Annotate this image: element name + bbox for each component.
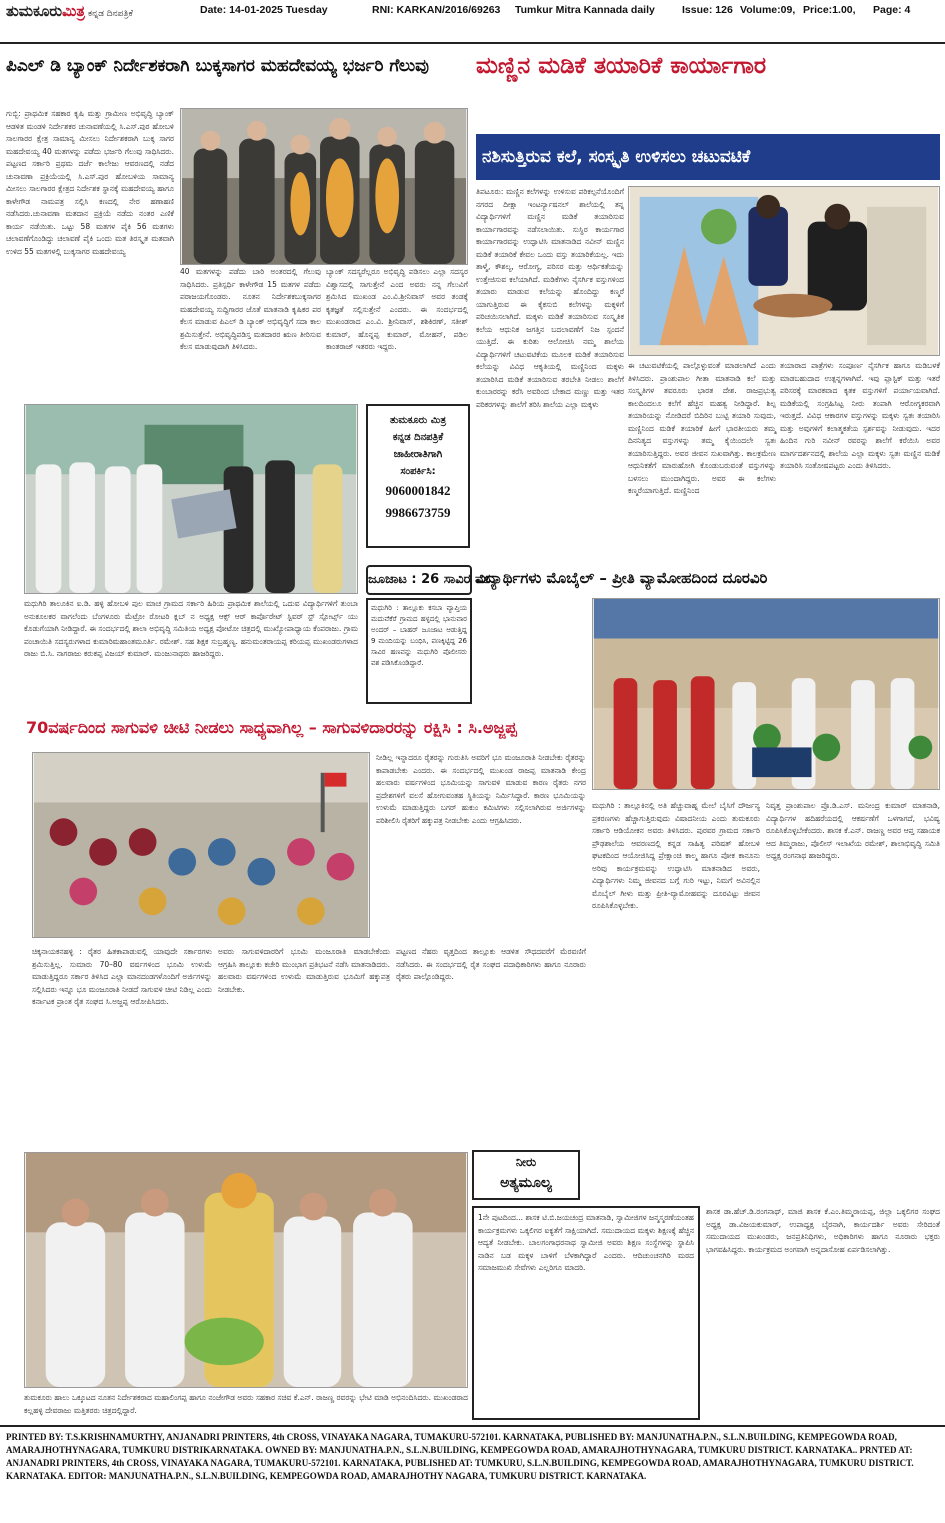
story7-caption: ತುಮಕೂರು ಹಾಲು ಒಕ್ಕೂಟದ ನೂತನ ನಿರ್ದೇಶಕರಾದ ಮಹಾಲಿಂಗಪ್ಪ ಹಾಗೂ ನಂಜೇಗೌಡ ಅವರು ಸಹಕಾರ ಸಚಿವ ಕೆ.ಎನ್. ರಾಜಣ್ಣ ರವರನ್ನು ಭೇಟಿ ಮಾಡಿ ಅಭಿನಂದಿಸಿದರು. ಮುಖಂಡರಾದ ಕಲ್ಲಹಳ್ಳಿ ದೇವರಾಜು ಮತ್ತಿತರರು ಚಿತ್ರದಲ್ಲಿದ್ದಾರೆ. [24, 1393, 468, 1415]
school-donation-image [25, 405, 357, 593]
logo-subtitle: ಕನ್ನಡ ದಿನಪತ್ರಿಕೆ [87, 9, 133, 19]
story5-col1: ಮಧುಗಿರಿ : ತಾಲ್ಲೂಕಿನಲ್ಲಿ ಅತಿ ಹೆಚ್ಚುವಾಹ್ನ ಮೇಲೆ ಬೈಸಿಗೆ ದೌರ್ಜನ್ಯ ಪ್ರಕರಣಗಳು ಹೆಚ್ಚಾಗುತ್ತಿರುವುದು ವಿಷಾದನೀಯ ಎಂದು ತುಮಕೂರು ಸರ್ಕಾರಿ ಆಡಿಯೋಕನ ಅವರು ತಿಳಿಸಿದರು. ಪುರವರ ಗ್ರಾಮದ ಸರ್ಕಾರಿ ಪ್ರೌಢಶಾಲೆಯ ಆವರಣದಲ್ಲಿ ಕನ್ನಡ ಸಾಹಿತ್ಯ ಪರಿಷತ್ ಹೋಬಳಿ ಘಟಕದಿಂದ ಆಯೋಜಿಸಿದ್ದ ಪ್ರೇಕ್ಷಾಂಚಿ ಕಾಲ್ಮ ಹಾಗೂ ಪೋಕ ಕಾನೂನು ಅರಿವು ಕಾರ್ಯಕ್ರಮವನ್ನು ಉದ್ಘಾಟಿಸಿ ಮಾತನಾಡಿದ ಅವರು, ವಿದ್ಯಾರ್ಥಿಗಳು ನಿಮ್ಮ ಜೀವನದ ಬಗ್ಗೆ ಗುರಿ ಇಟ್ಟು, ನಿಮಗೆ ಅವಿನಲ್ಲಿನ ಮೊಬೈಲ್ ಗೀಳು ಮತ್ತು ಪ್ರೀತಿ-ವ್ಯಾಮೋಹವನ್ನು ದೂರವಿಟ್ಟು ಜೀವನ ರೂಪಿಸಿಕೊಳ್ಳಬೇಕು. [592, 801, 760, 910]
rni-number: RNI: KARKAN/2016/69263 [372, 4, 501, 16]
story6-col-right: ನೀಡಿಲ್ಲ ಇನ್ನಾದರೂ ರೈತರನ್ನು ಗುರುತಿಸಿ ಅವರಿಗೆ ಭೂ ಮಂಜೂರಾತಿ ನೀಡಬೇಕು ರೈತರನ್ನು ಕಾಪಾಡಬೇಕು ಎಂದರು. ಈ ಸಂದರ್ಭದಲ್ಲಿ ಮುಖಂಡ ರಾಜಪ್ಪ ಮಾತನಾಡಿ ಕೇಂದ್ರ ಹಲವಾರು ವರ್ಷಗಳಿಂದ ಭೂಮಿಯನ್ನು ಸಾಗುವಳಿ ಮಾಡುವ ಕಾರಣ ರೈತರು ನಗರ ಪ್ರದೇಶಗಳಿಗೆ ವಲಸೆ ಹೋಗುವಂತಹ ಸ್ಥಿತಿಯನ್ನು ನಿರ್ಮಿಸಿದ್ದಾರೆ. ಕಾರಣ ಭೂಮಿಯನ್ನು ಉಳುಮೆ ಮಾಡುತ್ತಿದ್ದರು ಬಗರ್ ಹುಕುಂ ಕಮಿಟಿಗಳು ಸಲ್ಲಿಸಲಾಗಿರುವ ಅರ್ಜಿಗಳನ್ನು ಪರಿಶೀಲಿಸಿ ರೈತರಿಗೆ ಹಕ್ಕುಪತ್ರ ನೀಡಬೇಕು ಎಂದು ಆಗ್ರಹಿಸಿದರು. [376, 753, 586, 825]
school-function-image [593, 599, 939, 789]
felicitation-image [25, 1153, 467, 1387]
logo-main: ತುಮಕೂರು [6, 2, 63, 20]
ad-phone2: 9986673759 [385, 505, 451, 520]
story1-headline: ಪಿಎಲ್ ಡಿ ಬ್ಯಾಂಕ್ ನಿರ್ದೇಶಕರಾಗಿ ಬುಕ್ಕಸಾಗರ ಮಹದೇವಯ್ಯ ಭರ್ಜರಿ ಗೆಲುವು [6, 56, 429, 76]
ad-line4: ಸಂಪರ್ಕಿಸಿ: [400, 466, 436, 477]
paper-name: Tumkur Mitra Kannada daily [515, 4, 655, 16]
story2-subhead: ನಶಿಸುತ್ತಿರುವ ಕಲೆ, ಸಂಸ್ಕೃತಿ ಉಳಿಸಲು ಚಟುವಟಿಕೆ [476, 134, 940, 180]
advertisement-contact-box [366, 404, 470, 548]
water-precious-box [472, 1150, 580, 1200]
story1-col2: 40 ಮತಗಳನ್ನು ಪಡೆದು ಬಾರಿ ಅಂತರದಲ್ಲಿ ಗೆಲುವು ಸಾಧಿಸಿದರು. ಪ್ರತಿಸ್ಪರ್ಧಿ ಕಾಳೇಗೌಡ 15 ಮತಗಳ ಪಡೆದು ಪರಾಜಯಗೊಂಡರು. ನೂತನ ನಿರ್ದೇಶಕಬುಕ್ಕಸಾಗರ ಮಹದೇವಯ್ಯ ಸುದ್ದಿಗಾರರ ಜೊತೆ ಮಾತನಾಡಿ ಕೃಷಿಕರ ಪರ ಕೆಲಸ ಮಾಡುವ ಪಿಎಲ್ ಡಿ ಬ್ಯಾಂಕ್ ಅಭಿವೃದ್ಧಿಗೆ ಸದಾ ಕಾಲ ಶ್ರಮಿಸುತ್ತೇನೆ. ಅಭಿವೃದ್ಧಿಪಡಿಸ್ತ ಮತದಾರರ ಋಣ ತೀರಿಸುವ ಕೆಲಸ ಮಾಡುವುದಾಗಿ ತಿಳಿಸಿದರು. [180, 267, 321, 351]
story5-col2: ನಿವೃತ್ತ ಪ್ರಾಂಶುಪಾಲ ಪ್ರೊ.ಡಿ.ಎಸ್. ಮನೀಂದ್ರ ಕುಮಾರ್ ಮಾತನಾಡಿ, ವಿದ್ಯಾರ್ಥಿಗಳ ಹದಿಹರೆಯದಲ್ಲಿ ಆಕರ್ಷಣೆಗೆ ಒಳಗಾಗದೆ, ಭವಿಷ್ಯ ರೂಪಿಸಿಕೊಳ್ಳಬೇಕೆಂದರು. ಶಾಸಕ ಕೆ.ಎನ್. ರಾಜಣ್ಣ ಅವರ ಆಪ್ತ ಸಹಾಯಕ ಆದ ತಿಮ್ಮರಾಜು, ಪೊಲೀಸ್ ಇಲಾಖೆಯ ರಮೇಶ್, ಶಾಲಾಭಿವೃದ್ಧಿ ಸಮಿತಿ ಅಧ್ಯಕ್ಷ ರಂಗನಾಥ ಹಾಜರಿದ್ದರು. [766, 801, 940, 860]
story6-col3: ಪಟ್ಟಣದ ನೆಹರು ವೃತ್ತದಿಂದ ತಾಲ್ಲೂಕು ಆಡಳಿತ ಸೌಧದವರೆಗೆ ಮೆರವಣಿಗೆ ನಡೆಸಿದರು. ಈ ಸಂದರ್ಭದಲ್ಲಿ ರೈತ ಸಂಘದ ಪದಾಧಿಕಾರಿಗಳು ಹಾಗೂ ನೂರಾರು ರೈತರು ಪಾಲ್ಗೊಂಡಿದ್ದರು. [396, 947, 586, 981]
story5-headline: ವಿದ್ಯಾರ್ಥಿಗಳು ಮೊಬೈಲ್ – ಪ್ರೀತಿ ವ್ಯಾಮೋಹದಿಂದ ದೂರವಿರಿ [476, 569, 768, 587]
price: Price:1.00, [803, 4, 856, 16]
story7-photo [24, 1152, 468, 1388]
story2-photo [628, 186, 940, 356]
volume: Volume:09, [740, 4, 796, 16]
story4-headline: ಜೂಜಾಟ : 26 ಸಾವಿರ ವಶ [366, 565, 472, 595]
story6-col1: ಚಿಕ್ಕನಾಯಕನಹಳ್ಳಿ : ರೈತರ ಹಿತಕಾಪಾಡುವಲ್ಲಿ ಯಾವುದೇ ಸರ್ಕಾರಗಳು ಶ್ರಮಿಸುತ್ತಿಲ್ಲ. ಸುಮಾರು 70–80 ವರ್ಷಗಳಿಂದ ಭೂಮಿ ಉಳುಮೆ ಮಾಡುತ್ತಿದ್ದರೂ ಸರ್ಕಾರ ತಿಳಿಸಿದ ಎಲ್ಲಾ ಮಾನದಂಡಗಳೊಂದಿಗೆ ಅರ್ಜಿಗಳನ್ನು ಸಲ್ಲಿಸಿದರು ಇನ್ನೂ ಭೂ ಮಂಜೂರಾತಿ ನೀಡದೆ ಸಾಗುವಳಿ ಚೀಟಿ ನಿಡಿಲ್ಲ ಎಂದು ಕರ್ನಾಟಕ ಪ್ರಾಂತ ರೈತ ಸಂಘದ ಸಿ.ಅಜ್ಜಪ್ಪ ಆರೋಪಿಸಿದರು. [32, 947, 212, 1006]
story6-col2: ಅವರು ಸಾಗುವಳಿದಾರರಿಗೆ ಭೂಮಿ ಮಂಜೂರಾತಿ ಮಾಡಬೇಕೆಂದು ಆಗ್ರಹಿಸಿ ತಾಲ್ಲೂಕು ಕಚೇರಿ ಮುಂಭಾಗ ಪ್ರತಿಭಟನೆ ನಡೆಸಿ ಮಾತನಾಡಿದರು. ಹಲವಾರು ವರ್ಷಗಳಿಂದ ಉಳುಮೆ ಮಾಡುತ್ತಿರುವ ಭೂಮಿಗೆ ಹಕ್ಕುಪತ್ರ ನೀಡಬೇಕು. [218, 947, 390, 994]
logo-accent: ಮಿತ್ರ [62, 2, 85, 20]
ad-line2: ಕನ್ನಡ ದಿನಪತ್ರಿಕೆ [392, 432, 444, 443]
story6-headline: 70ವರ್ಷದಿಂದ ಸಾಗುವಳಿ ಚೀಟಿ ನೀಡಲು ಸಾಧ್ಯವಾಗಿಲ್ಲ – ಸಾಗುವಳಿದಾರರನ್ನು ರಕ್ಷಿಸಿ : ಸಿ.ಅಜ್ಜಪ್ಪ [26, 718, 517, 737]
ad-line3: ಜಾಹೀರಾತಿಗಾಗಿ [393, 449, 443, 460]
printer-publisher-footer: PRINTED BY: T.S.KRISHNAMURTHY, ANJANADRI PRINTERS, 4th CROSS, VINAYAKA NAGARA, TUMAKURU-572101. KARNATAKA, PUBLISHED BY: MANJUNATHA.P.N., S.L.N.BUILDING, KEMPEGOWDA ROAD, AMARAJHOTHYNAGARA, TUMKURU DISTRIKARNATAKA. OWNED BY: MANJUNATHA.P.N., S.L.N.BUILDING, KEMPEGOWDA ROAD, AMARAJHOTHYNAGARA, TUMKURU DISTRICT. KARNATAKA.. PRNTED AT: ANJANADRI PRINTERS, 4th CROSS, VINAYAKA NAGARA, TUMAKURU-572101. KARNATAKA, PUBLISHED AT: TUMKURU, S.L.N.BUILDING, KEMPEGOWDA ROAD, AMARAJHOTHYNAGARA, TUMKURU DISTRICT. KARNATAKA. EDITOR: MANJUNATHA.P.N., S.L.N.BUILDING, KEMPEGOWDA ROAD, AMARAJHOTHY NAGARA, TUMKURU DISTRICT. KARNATAKA. [0, 1425, 945, 1523]
story1-photo [180, 108, 468, 265]
story1-col3: ಬ್ಯಾಂಕ್ ಸದಸ್ಯರೆಲ್ಲರೂ ಅಭಿವೃದ್ಧಿ ಪಡಿಸಲು ಎಲ್ಲಾ ಸದಸ್ಯರ ವಿಶ್ವಾಸದಲ್ಲಿ ಸಾಗುತ್ತೇನೆ ಎಂದ ಅವರು ನನ್ನ ಗೆಲುವಿಗೆ ಶ್ರಮಿಸಿದ ಮುಖಂಡ ಎಂ.ವಿ.ಶ್ರೀನಿವಾಸ್ ಅವರ ತಂಡಕ್ಕೆ ಕೃತಜ್ಞತೆ ಸಲ್ಲಿಸುತ್ತೇನೆ ಎಂದರು. ಈ ಸಂದರ್ಭದಲ್ಲಿ ಮುಖಂಡರಾದ ಎಂ.ವಿ. ಶ್ರೀನಿವಾಸ್, ಶಶಿಕಿರಣ್, ಸತೀಶ್ ಕುಮಾರ್, ಹೊನ್ನಪ್ಪ ಕುಮಾರ್, ಮೋಹನ್, ಪಡಿಲ ಕಾಂತರಾಜ್ ಇತರರು ಇದ್ದರು. [326, 267, 468, 351]
protest-crowd-image [33, 753, 369, 937]
issue-date: Date: 14-01-2025 Tuesday [200, 4, 328, 16]
story7-col1: 1ನೇ ಪುಟದಿಂದ... ಶಾಸಕ ಟಿ.ಬಿ.ಜಯಚಂದ್ರ ಮಾತನಾಡಿ, ಸ್ವಾಮೀಜಿಗಳ ಜನ್ಮಸ್ಮರಣೆಯಂತಹ ಕಾರ್ಯಕ್ರಮಗಳು ಒಕ್ಕಲಿಗರ ಐಕ್ಯತೆಗೆ ಸಾಕ್ಷಿಯಾಗಿದೆ. ಸಮುದಾಯದ ಮಕ್ಕಳು ಶಿಕ್ಷಣಕ್ಕೆ ಹೆಚ್ಚಿನ ಆದ್ಯತೆ ನೀಡಬೇಕು. ಬಾಲಗಂಗಾಧರನಾಥ ಸ್ವಾಮೀಜಿ ಅವರು ಶಿಕ್ಷಣ ಸಂಸ್ಥೆಗಳನ್ನು ಸ್ಥಾಪಿಸಿ ನಾಡಿನ ಬಡ ಮಕ್ಕಳ ಬಾಳಿಗೆ ಬೆಳಕಾಗಿದ್ದಾರೆ ಎಂದರು. ಆದಿಚುಂಚನಗಿರಿ ಮಠದ ಸಮಾಜಮುಖಿ ಸೇವೆಗಳು ಎಲ್ಲರಿಗೂ ಮಾದರಿ. [472, 1206, 700, 1420]
neeru-title2: ಅತ್ಯಮೂಲ್ಯ [500, 1175, 552, 1191]
story3-photo [24, 404, 358, 594]
story2-headline: ಮಣ್ಣಿನ ಮಡಿಕೆ ತಯಾರಿಕೆ ಕಾರ್ಯಾಗಾರ [476, 53, 767, 79]
masthead [0, 0, 945, 44]
newspaper-logo [6, 2, 133, 20]
story2-col3: ತಯಾರಾದ ಪಾತ್ರೆಗಳು ಸಂಪೂರ್ಣ ನೈಸರ್ಗಿಕ ಹಾಗೂ ಮಡಿಬಳಕೆ ಮಾಡಬಹುದಾದ ಉತ್ಪನ್ನಗಳಾಗಿವೆ. ಇವು ಪ್ಲಾಸ್ಟಿಕ್ ಮತ್ತು ಇತರೆ ಪರಿಸರಕ್ಕೆ ಮಾರಕವಾದ ಕೃತಕ ವಸ್ತುಗಳಿಗೆ ಪರ್ಯಾಯವಾಗಿದೆ. ಮಡಿಕೆಯಲ್ಲಿ ಸಂಗ್ರಹಿಸಿಟ್ಟ ನೀರು ತಂಪಾಗಿ ಆರೋಗ್ಯಕರವಾಗಿ ಇರುತ್ತದೆ. ವಿವಿಧ ಆಕಾರಗಳ ವಸ್ತುಗಳನ್ನು ಮಕ್ಕಳು ಸ್ವತಃ ತಯಾರಿಸಿ ಮತ್ತು ಅವುಗಳಿಗೆ ಕಲಾತ್ಮಕತೆಯ ಸ್ಪರ್ಶವನ್ನು ನೀಡುವುದು. ಇದರ ಹಿಂದಿನ ಗುರಿ ನವೀನ್ ರವರನ್ನು ಶಾಲೆಗೆ ಕರೆಯಿಸಿ ಅವರ ಮಾರ್ಗದರ್ಶನದಲ್ಲಿ ಶಾಲೆಯ ಎಲ್ಲಾ ಮಕ್ಕಳು ಸ್ವತಃ ಮಣ್ಣಿನ ಮಡಿಕೆ ತಯಾರಿಸಿ ಸಂತೋಷಪಟ್ಟರು ಎಂದು ತಿಳಿಸಿದರು. [780, 361, 940, 470]
ad-phone1: 9060001842 [385, 483, 451, 498]
pottery-class-image [629, 187, 939, 355]
story7-col2: ಶಾಸಕ ಡಾ.ಹೆಚ್.ಡಿ.ರಂಗನಾಥ್, ಮಾಜಿ ಶಾಸಕ ಕೆ.ಎಂ.ತಿಮ್ಮರಾಯಪ್ಪ, ಜಿಲ್ಲಾ ಒಕ್ಕಲಿಗರ ಸಂಘದ ಅಧ್ಯಕ್ಷ ಡಾ.ವಿಜಯಕುಮಾರ್, ಉಪಾಧ್ಯಕ್ಷ ಬೈರನಾಗಿ, ಕಾರ್ಯದರ್ಶಿ ಅವರು ಸೇರಿದಂತೆ ಸಮುದಾಯದ ಮುಖಂಡರು, ಜನಪ್ರತಿನಿಧಿಗಳು, ಅಧಿಕಾರಿಗಳು ಹಾಗೂ ನೂರಾರು ಭಕ್ತರು ಭಾಗವಹಿಸಿದ್ದರು. ಕಾರ್ಯಕ್ರಮದ ಅಂಗವಾಗಿ ಅನ್ನದಾಸೋಹ ಏರ್ಪಡಿಸಲಾಗಿತ್ತು. [706, 1207, 940, 1254]
story5-photo [592, 598, 940, 790]
story2-col1: ತಿಪಟೂರು: ಮಣ್ಣಿನ ಕಲೆಗಳನ್ನು ಉಳಿಸುವ ಪರಿಕಲ್ಪನೆಯೊಂದಿಗೆ ನಗರದ ದೀಕ್ಷಾ ಇಂಟರ್ನ್ಯಾಷನಲ್ ಶಾಲೆಯಲ್ಲಿ ತನ್ನ ವಿದ್ಯಾರ್ಥಿಗಳಿಗೆ ಮಣ್ಣಿನ ಮಡಿಕೆ ತಯಾರಿಸುವ ಕಾರ್ಯಾಗಾರವನ್ನು ನಡೆಸಲಾಯಿತು. ಸುಸ್ಥಿರ ಕಾರ್ಯಗಾರ ಕಾರ್ಯಾಗಾರವನ್ನು ಉದ್ಘಾಟಿಸಿ ಮಾತನಾಡಿದ ನವೀನ್ ಮಣ್ಣಿನ ಮಡಿಕೆ ತಯಾರಿಕೆ ಕೇವಲ ಒಂದು ವಸ್ತು ತಯಾರಿಕೆಯಲ್ಲ. ಇದು ತಾಳ್ಮೆ, ಕೌಶಲ್ಯ, ಆರೋಗ್ಯ, ಪರಿಸರ ಮತ್ತು ಆರ್ಥಿಕತೆಯನ್ನು ಉತ್ತೇಜಿಸುವ ಕಲೆಯಾಗಿದೆ. ಮಡಿಕೆಗಳು ನೈಸರ್ಗಿಕ ವಸ್ತುಗಳಿಂದ ತಯಾರು ಮಾಡುವ ಕಲೆಯನ್ನು ಹೊಂದಿದ್ದು ಕಣ್ಮರೆ ಯಾಗುತ್ತಿರುವ ಈ ಕೈಕಸುಬಿ ಕಲೆಗಳನ್ನು ಮಕ್ಕಳಿಗೆ ಪರಿಚಯಿಸಲಾಗಿದೆ. ಮಕ್ಕಳು ಮಡಿಕೆ ತಯಾರಿಸುವ ಸಂಸ್ಕೃತಿಕ ಕಲೆಯ ಆಧುನಿಕ ಜಗತ್ತಿನ ಬದಲಾವಣೆಗೆ ನಿಜ ಸ್ಪಂದನೆ ಯುತ್ತಿದೆ. ಈ ಕುರಿತು ಆಲೋಚಿಸಿ ನಮ್ಮ ಶಾಲೆಯ ವಿದ್ಯಾರ್ಥಿಗಳಿಗೆ ಚಟುವಟಿಕೆಯ ಮೂಲಕ ಮಡಿಕೆ ತಯಾರಿಸುವ ಕಲೆಯನ್ನು ವಿವಿಧ ಆಕೃತಿಯಲ್ಲಿ ಮಣ್ಣಿನಿಂದ ಮಕ್ಕಳು ತಯಾರಿಸಿದ ಮಡಿಕೆ ತಯಾರಿಸುವ ತರಬೇತಿ ನೀಡಲು ಶಾಲೆಗೆ ಕುಂಬಾರರನ್ನು ಕರೆಸಿ ಅವರಿಂದ ಬೇಕಾದ ಮಣ್ಣು ಮತ್ತು ಇತರ ಪರಿಕರಗಳನ್ನು ಶಾಲೆಗೆ ತರಿಸಿ ಶಾಲೆಯ ಎಲ್ಲಾ ಮಕ್ಕಳು [476, 187, 624, 409]
ad-line1: ತುಮಕೂರು ಮಿತ್ರ [389, 415, 447, 426]
story6-photo [32, 752, 370, 938]
story3-caption: ಮಧುಗಿರಿ ತಾಲೂಕಿನ ಐ.ಡಿ. ಹಳ್ಳಿ ಹೋಬಳಿ ಪುಲ ಮಾಚ ಗ್ರಾಮದ ಸರ್ಕಾರಿ ಹಿರಿಯ ಪ್ರಾಥಮಿಕ ಶಾಲೆಯಲ್ಲಿ ಒದುವ ವಿದ್ಯಾರ್ಥಿಗಳಿಗೆ ತುಂಬಾ ಅನುಕೂಲಕರ ವಾಗಲೆಂದು ಬೆಂಗಳೂರು ಮೆಟ್ರೋ ರೋಟರಿ ಕ್ಲಬ್ ನ ಅಧ್ಯಕ್ಷ ಆಕ್ಸ್ ಆರ್ ಕಾರ್ಪೊರೇಟ್ ಸ್ಟಿವರ್ ಸ್ಟ್ ಸ್ಪೋರ್ಟ್ಸ್ ಯು ಕೊಡುಗೆಯಾಗಿ ನೀಡಿದ್ದಾರೆ. ಈ ಸಂದರ್ಭದಲ್ಲಿ ಶಾಲಾ ಅಭಿವೃದ್ಧಿ ಸಮಿತಿಯ ಅಧ್ಯಕ್ಷ ಪೋಟೋ ಚಿತ್ರದಲ್ಲಿ ಮುಖ್ಯೋಪಾಧ್ಯಾಯ ಕೆಂಪರಾಜು. ಗ್ರಾಮ ಪಂಚಾಯಿತಿ ಸದಸ್ಯರುಗಳಾದ ಕುಮಾರಿಮಹಾಂತಮೂರ್ತಿ. ರಮೇಶ್. ಸಹ ಶಿಕ್ಷಕ ಸುಬ್ರಹ್ಮಣ್ಯ. ಹನುಮಂತರಾಯಪ್ಪ ಕರಿಯಪ್ಪ ಮುಖಂಡರುಗಳಾದ ರಾಜು ಬಿ.ಸಿ. ನಾಗರಾಜು ಕರುಕಪ್ಪ ವಿಜಯ್ ಕುಮಾರ್. ಮಂಜುನಾಥರು ಹಾಜರಿದ್ದರು. [24, 599, 358, 658]
issue-number: Issue: 126 [682, 4, 733, 16]
story1-col1: ಗುಬ್ಬಿ: ಪ್ರಾಥಮಿಕ ಸಹಕಾರ ಕೃಷಿ ಮತ್ತು ಗ್ರಾಮೀಣ ಅಭಿವೃದ್ಧಿ ಬ್ಯಾಂಕ್ ಆಡಳಿತ ಮಂಡಳಿ ನಿರ್ದೇಶಕರ ಚುನಾವಣೆಯಲ್ಲಿ ಸಿ.ಎಸ್.ಪುರ ಹೋಬಳಿ ಸಾಲಗಾರರ ಕ್ಷೇತ್ರ ಸಾಮಾನ್ಯ ಮೀಸಲು ನಿರ್ದೇಶಕರಾಗಿ ಬುಕ್ಕ ಸಾಗರ ಮಹದೇವಯ್ಯ 40 ಮತಗಳನ್ನು ಪಡೆದು ಭರ್ಜರಿ ಗೆಲುವು ಸಾಧಿಸಿದರು. ಪಟ್ಟಣದ ಸರ್ಕಾರಿ ಪ್ರಥಮ ದರ್ಜೆ ಕಾಲೇಜು ಆವರಣದಲ್ಲಿ ನಡೆದ ಚುನಾವಣಾ ಪ್ರಕ್ರಿಯೆಯಲ್ಲಿ ಸಿ.ಎಸ್.ಪುರ ಹೋಬಳಿಯ ಸಾಮಾನ್ಯ ಮೀಸಲು ಸಾಲಗಾರರ ಕ್ಷೇತ್ರದ ನಿರ್ದೇಶಕ ಸ್ಥಾನಕ್ಕೆ ಮಹದೇವಯ್ಯ ಹಾಗೂ ಕಾಳೇಗೌಡ ನಾಮಪತ್ರ ಸಲ್ಲಿಸಿ ಕಣದಲ್ಲಿ ನೇರ ಹಣಾಹಣಿ ನಡೆಸಿದರು.ಚುನಾವಣಾ ಮತದಾನ ಪ್ರಕ್ರಿಯೆ ನಡೆದು ನಂತರ ಎಣಿಕೆ ಕಾರ್ಯ ನಡೆಯಿತು. ಒಟ್ಟು 58 ಮತಗಳ ಪೈಕಿ 56 ಮತಗಳು ಚಲಾವಣೆಗೊಂಡಿದ್ದು ಚಲಾವಣೆ ಪೈಕಿ ಒಂದು ಮತ ತಿರಸ್ಕೃತ ಮತವಾಗಿ ಉಳಿದ 55 ಮತಗಳಲ್ಲಿ ಬುಕ್ಕಸಾಗರ ಮಹದೇವಯ್ಯ [6, 109, 174, 256]
group-with-garlands-image [181, 109, 467, 264]
story2-col2: ಈ ಚಟುವಟಿಕೆಯಲ್ಲಿ ಪಾಲ್ಗೊಳ್ಳುವಂತೆ ಮಾಡಲಾಗಿದೆ ಎಂದು ತಿಳಿಸಿದರು. ಪ್ರಾಂಶುಪಾಲ ಗೀತಾ ಮಾತನಾಡಿ ಕಲೆ ಮತ್ತು ಸಂಸ್ಕೃತಿಗಳ ತವರೂರು ಭಾರತ ದೇಶ. ರಾಜಪ್ರಭುತ್ವ ಕಾಲದಿಂದಲೂ ಕಲೆಗೆ ಹೆಚ್ಚಿನ ಮಹತ್ವ ನೀಡಿದ್ದಾರೆ. ಶಿಲ್ಪ ತಯಾರಿಯನ್ನು ನೋಡಿದರೆ ಬಿದಿರಿನ ಬುಟ್ಟಿ ತಯಾರಿ ಸುವುದು, ಮಣ್ಣಿನಿಂದ ಮಡಿಕೆ ತಯಾರಿಕೆ ಹೀಗೆ ಭಾರತೀಯರು ತಮ್ಮ ದಿನನಿತ್ಯದ ವಸ್ತುಗಳನ್ನು ತಮ್ಮ ಕೈಯಿಂದಲೇ ಸ್ವತಃ ತಯಾರಿಸುತ್ತಿದ್ದರು. ಅವರ ಜೀವನ ಸುಖವಾಗಿತ್ತು. ಕಾಲಕ್ರಮೇಣ ಆಧುನಿಕತೆಗೆ ಮಾರುಹೋಗಿ ಕೊಂಡುಬರುವಂತೆ ವಸ್ತುಗಳನ್ನು ಬಳಸಲು ಮುಂದಾಗಿದ್ದರು. ಅವರ ಈ ಕಲೆಗಳು ಕಣ್ಮರೆಯಾಗುತ್ತಿದೆ. ಮಣ್ಣಿನಿಂದ [628, 361, 776, 495]
page-number: Page: 4 [873, 4, 911, 16]
story4-body: ಮಧುಗಿರಿ : ತಾಲ್ಲೂಕು ಕಸಬಾ ವ್ಯಾಪ್ತಿಯ ಮದುವೆಕೆರೆ ಗ್ರಾಮದ ಹಳ್ಳದಲ್ಲಿ ಭಾನುವಾರ ಅಂದರ್ – ಬಾಹರ್ ಜೂಜಾಟ ಆಡುತ್ತಿದ್ದ 9 ಮಂದಿಯನ್ನು ಬಂಧಿಸಿ, ಪಣಕ್ಕಿಟ್ಟಿದ್ದ 26 ಸಾವಿರ ಹಣವನ್ನು ಮಧುಗಿರಿ ಪೊಲೀಸರು ವಶ ಪಡಿಸಿಕೊಂಡಿದ್ದಾರೆ. [366, 598, 472, 704]
neeru-title1: ನೀರು [515, 1155, 537, 1169]
